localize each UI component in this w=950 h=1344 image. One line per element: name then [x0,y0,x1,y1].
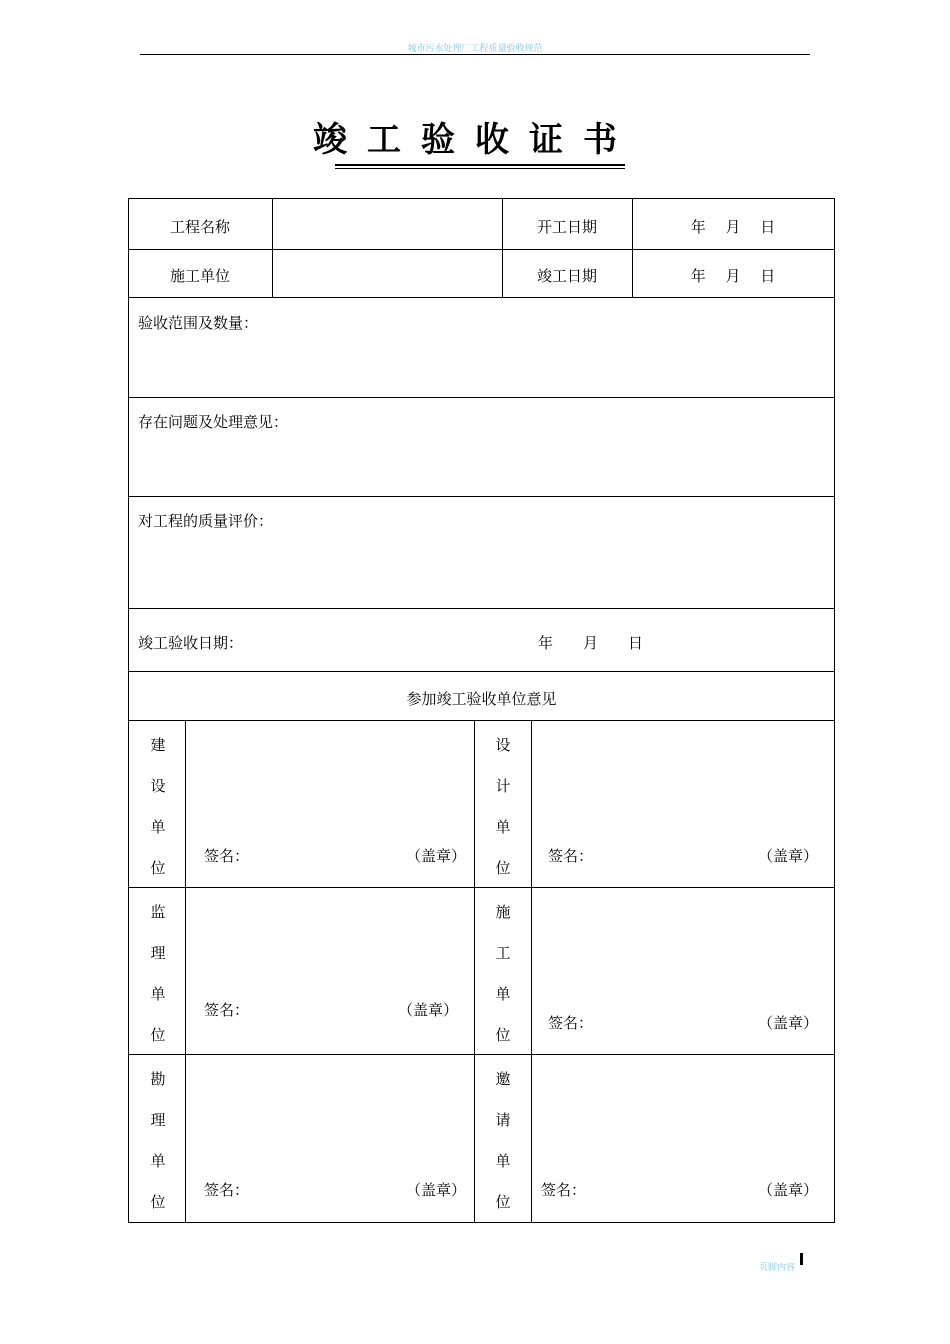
signature-label: 签名： [548,847,594,865]
row-divider [128,249,835,250]
unit-label-char: 设 [495,736,511,754]
completion-date-field[interactable]: 年 月 日 [690,267,776,285]
unit-label-char: 位 [150,1193,166,1211]
footer-cursor-mark [800,1253,803,1265]
column-divider [531,720,532,1222]
title-underline [335,164,625,166]
unit-label-char: 单 [495,1152,511,1170]
unit-label-char: 设 [150,777,166,795]
seal-label: （盖章） [758,847,819,865]
row-divider [128,1054,835,1055]
unit-label-char: 工 [495,944,511,962]
unit-label-char: 理 [150,1111,166,1129]
seal-label: （盖章） [758,1181,819,1199]
seal-label: （盖章） [758,1014,819,1032]
seal-label: （盖章） [398,1001,459,1019]
unit-label-char: 单 [150,1152,166,1170]
acceptance-scope-label: 验收范围及数量： [138,314,259,332]
table-border-top [128,198,835,199]
title-underline-thin [335,168,625,169]
signature-label: 签名： [204,1181,250,1199]
completion-date-label: 竣工日期 [536,267,597,285]
header-divider [140,54,810,55]
unit-label-char: 位 [495,1026,511,1044]
signature-label: 签名： [541,1181,587,1199]
unit-label-char: 监 [150,903,166,921]
acceptance-date-field[interactable]: 年 月 日 [538,634,644,652]
unit-label-char: 位 [495,859,511,877]
unit-label-char: 施 [495,903,511,921]
page-footer-text: 页脚内容 [759,1263,796,1273]
unit-label-char: 位 [150,1026,166,1044]
column-divider [185,720,186,1222]
row-divider [128,887,835,888]
table-border-right [834,198,835,1223]
row-divider [128,496,835,497]
quality-evaluation-label: 对工程的质量评价： [138,512,274,530]
seal-label: （盖章） [406,847,467,865]
start-date-label: 开工日期 [536,218,597,236]
unit-label-char: 计 [495,777,511,795]
seal-label: （盖章） [406,1181,467,1199]
row-divider [128,397,835,398]
acceptance-date-label: 竣工验收日期： [138,634,244,652]
unit-label-char: 邀 [495,1070,511,1088]
row-divider [128,297,835,298]
completion-certificate-form [128,198,835,1223]
column-divider [474,720,475,1222]
unit-label-char: 单 [150,985,166,1003]
table-border-bottom [128,1222,835,1223]
signature-label: 签名： [204,847,250,865]
row-divider [128,720,835,721]
unit-label-char: 单 [495,818,511,836]
unit-label-char: 单 [150,818,166,836]
page-header-text: 城市污水处理厂工程质量验收规范 [407,44,543,54]
unit-label-char: 单 [495,985,511,1003]
unit-label-char: 位 [495,1193,511,1211]
row-divider [128,671,835,672]
column-divider [272,198,273,297]
project-name-label: 工程名称 [169,218,230,236]
issues-opinion-label: 存在问题及处理意见： [138,413,289,431]
start-date-field[interactable]: 年 月 日 [690,218,776,236]
unit-label-char: 建 [150,736,166,754]
unit-label-char: 请 [495,1111,511,1129]
signature-label: 签名： [204,1001,250,1019]
opinions-heading: 参加竣工验收单位意见 [406,690,557,708]
unit-label-char: 理 [150,944,166,962]
page-title: 竣工验收证书 [313,120,637,160]
signature-label: 签名： [548,1014,594,1032]
table-border-left [128,198,129,1223]
unit-label-char: 勘 [150,1070,166,1088]
row-divider [128,608,835,609]
unit-label-char: 位 [150,859,166,877]
construction-unit-label: 施工单位 [169,267,230,285]
